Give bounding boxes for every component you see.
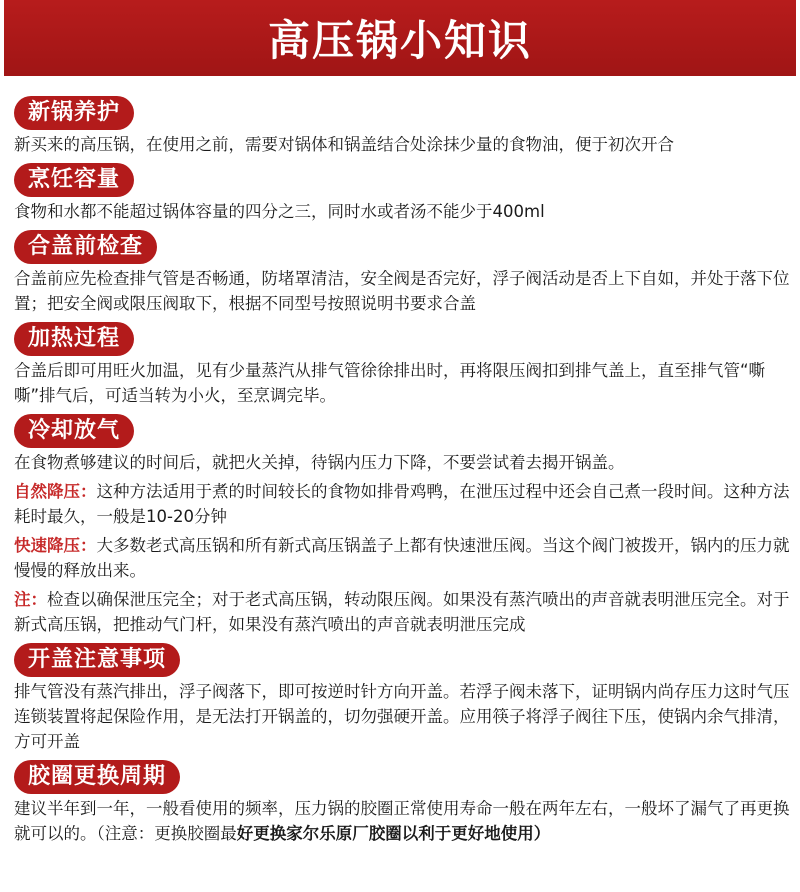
- section-heading: 烹饪容量: [14, 163, 134, 197]
- section-heading: 胶圈更换周期: [14, 760, 180, 794]
- section-heading: 加热过程: [14, 322, 134, 356]
- section-seal-replacement: [14, 760, 790, 846]
- section-heading: 合盖前检查: [14, 230, 157, 264]
- item-text: 这种方法适用于煮的时间较长的食物如排骨鸡鸭，在泄压过程中还会自己煮一段时间。这种方法耗时最久，一般是10-20分钟: [14, 482, 790, 526]
- section-text: 合盖后即可用旺火加温，见有少量蒸汽从排气管徐徐排出时，再将限压阀扣到排气盖上，直至排气管“嘶嘶”排气后，可适当转为小火，至烹调完毕。: [14, 361, 766, 405]
- section-cooking-capacity: [14, 163, 790, 224]
- item-label: 自然降压：: [14, 482, 97, 501]
- section-new-pot-care: [14, 96, 790, 157]
- section-text: 合盖前应先检查排气管是否畅通，防堵罩清洁，安全阀是否完好，浮子阀活动是否上下自如，并处于落下位置；把安全阀或限压阀取下，根据不同型号按照说明书要求合盖: [14, 269, 790, 313]
- section-text: 排气管没有蒸汽排出，浮子阀落下，即可按逆时针方向开盖。若浮子阀未落下，证明锅内尚存压力这时气压连锁装置将起保险作用，是无法打开锅盖的，切勿强硬开盖。应用筷子将浮子阀往下压，使锅内余气排清，方可开盖: [14, 682, 790, 751]
- section-pre-close-check: [14, 230, 790, 316]
- natural-release-item: [14, 479, 790, 529]
- text-bold: 好更换家尔乐原厂胶圈以利于更好地使用）: [236, 824, 551, 843]
- title-banner: [4, 0, 796, 76]
- section-opening-notes: [14, 643, 790, 754]
- section-text: [14, 796, 790, 846]
- section-text: 在食物煮够建议的时间后，就把火关掉，待锅内压力下降，不要尝试着去揭开锅盖。: [14, 453, 625, 472]
- section-heading: 新锅养护: [14, 96, 134, 130]
- text-normal: 建议半年到一年，一般看使用的频率，压力锅的胶圈正常使用寿命一般在两年左右，一般坏了漏气了再更换就可以的。（注意：更换胶圈最: [14, 799, 790, 843]
- section-heating-process: [14, 322, 790, 408]
- item-text: 大多数老式高压锅和所有新式高压锅盖子上都有快速泄压阀。当这个阀门被拨开，锅内的压力就慢慢的释放出来。: [14, 536, 790, 580]
- item-text: 检查以确保泄压完全；对于老式高压锅，转动限压阀。如果没有蒸汽喷出的声音就表明泄压完全。对于新式高压锅，把推动气门杆，如果没有蒸汽喷出的声音就表明泄压完成: [14, 590, 790, 634]
- page-title: 高压锅小知识: [267, 16, 532, 65]
- content: [14, 96, 790, 850]
- note-item: [14, 587, 790, 637]
- section-heading: 冷却放气: [14, 414, 134, 448]
- section-cooling-release: [14, 414, 790, 637]
- section-heading: 开盖注意事项: [14, 643, 180, 677]
- item-label: 注：: [14, 590, 47, 609]
- section-text: 食物和水都不能超过锅体容量的四分之三，同时水或者汤不能少于400ml: [14, 202, 545, 221]
- section-text: 新买来的高压锅，在使用之前，需要对锅体和锅盖结合处涂抹少量的食物油，便于初次开合: [14, 135, 674, 154]
- item-label: 快速降压：: [14, 536, 97, 555]
- quick-release-item: [14, 533, 790, 583]
